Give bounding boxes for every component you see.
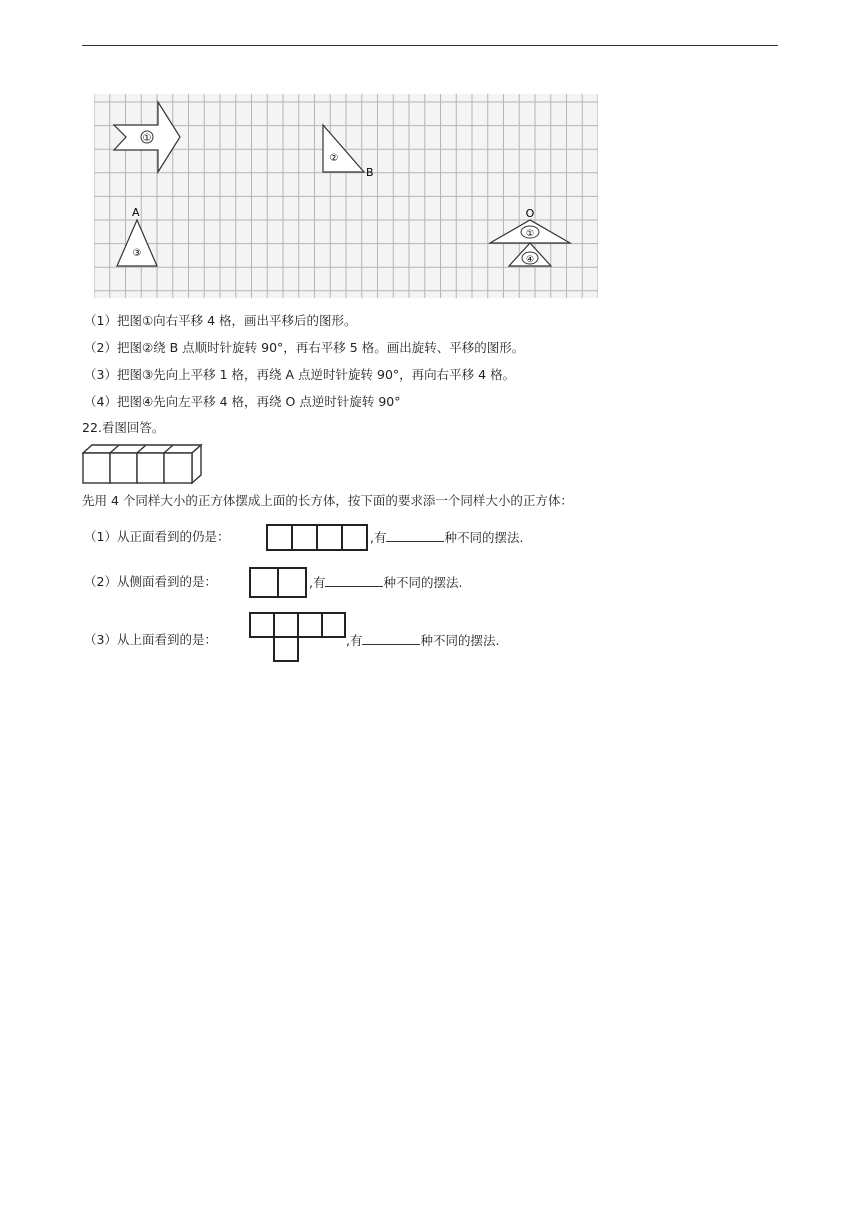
answer-blank-1[interactable] bbox=[386, 529, 444, 542]
task-1: （1）把图①向右平移 4 格，画出平移后的图形。 bbox=[84, 313, 357, 328]
view-question-2 bbox=[84, 574, 217, 590]
point-b-label: B bbox=[366, 166, 374, 179]
transformation-grid bbox=[94, 94, 598, 298]
cube-4 bbox=[164, 453, 192, 483]
question-22-intro: 先用 4 个同样大小的正方体摆成上面的长方体，按下面的要求添一个同样大小的正方体： bbox=[82, 493, 573, 508]
task-3: （3）把图③先向上平移 1 格，再绕 A 点逆时针旋转 90°，再向右平移 4 格。 bbox=[84, 367, 516, 382]
answer-blank-2[interactable] bbox=[325, 574, 383, 587]
shape-1-label: ① bbox=[142, 133, 152, 144]
point-o-label: O bbox=[525, 207, 535, 220]
shape-3-label: ③ bbox=[132, 248, 142, 259]
header-rule bbox=[82, 45, 778, 46]
view-question-3 bbox=[84, 632, 217, 648]
cuboid-figure bbox=[82, 443, 204, 485]
question-22-title: 22.看图回答。 bbox=[82, 420, 165, 435]
shape-4-label: ④ bbox=[525, 255, 535, 265]
front-view-figure bbox=[266, 524, 370, 552]
view-question-2-prefix: （2）从侧面看到的是： bbox=[84, 574, 217, 589]
task-4: （4）把图④先向左平移 4 格，再绕 O 点逆时针旋转 90° bbox=[84, 394, 401, 409]
point-a-label: A bbox=[132, 206, 140, 219]
answer-blank-3[interactable] bbox=[362, 632, 420, 645]
view-answer-3: ,有 种不同的摆法. bbox=[346, 633, 500, 648]
view-question-1 bbox=[84, 529, 229, 545]
task-2: （2）把图②绕 B 点顺时针旋转 90°，再右平移 5 格。画出旋转、平移的图形。 bbox=[84, 340, 525, 355]
top-view-figure bbox=[249, 612, 347, 662]
view-question-3-prefix: （3）从上面看到的是： bbox=[84, 632, 217, 647]
view-question-1-prefix: （1）从正面看到的仍是： bbox=[84, 529, 230, 544]
cube-2 bbox=[110, 453, 137, 483]
side-view-figure bbox=[249, 567, 309, 599]
view-answer-2: ,有 种不同的摆法. bbox=[309, 575, 463, 590]
cube-1 bbox=[83, 453, 110, 483]
view-answer-1: ,有 种不同的摆法. bbox=[370, 530, 524, 545]
cube-3 bbox=[137, 453, 164, 483]
top-mark-label: ① bbox=[525, 229, 535, 239]
shape-2-label: ② bbox=[329, 153, 339, 164]
